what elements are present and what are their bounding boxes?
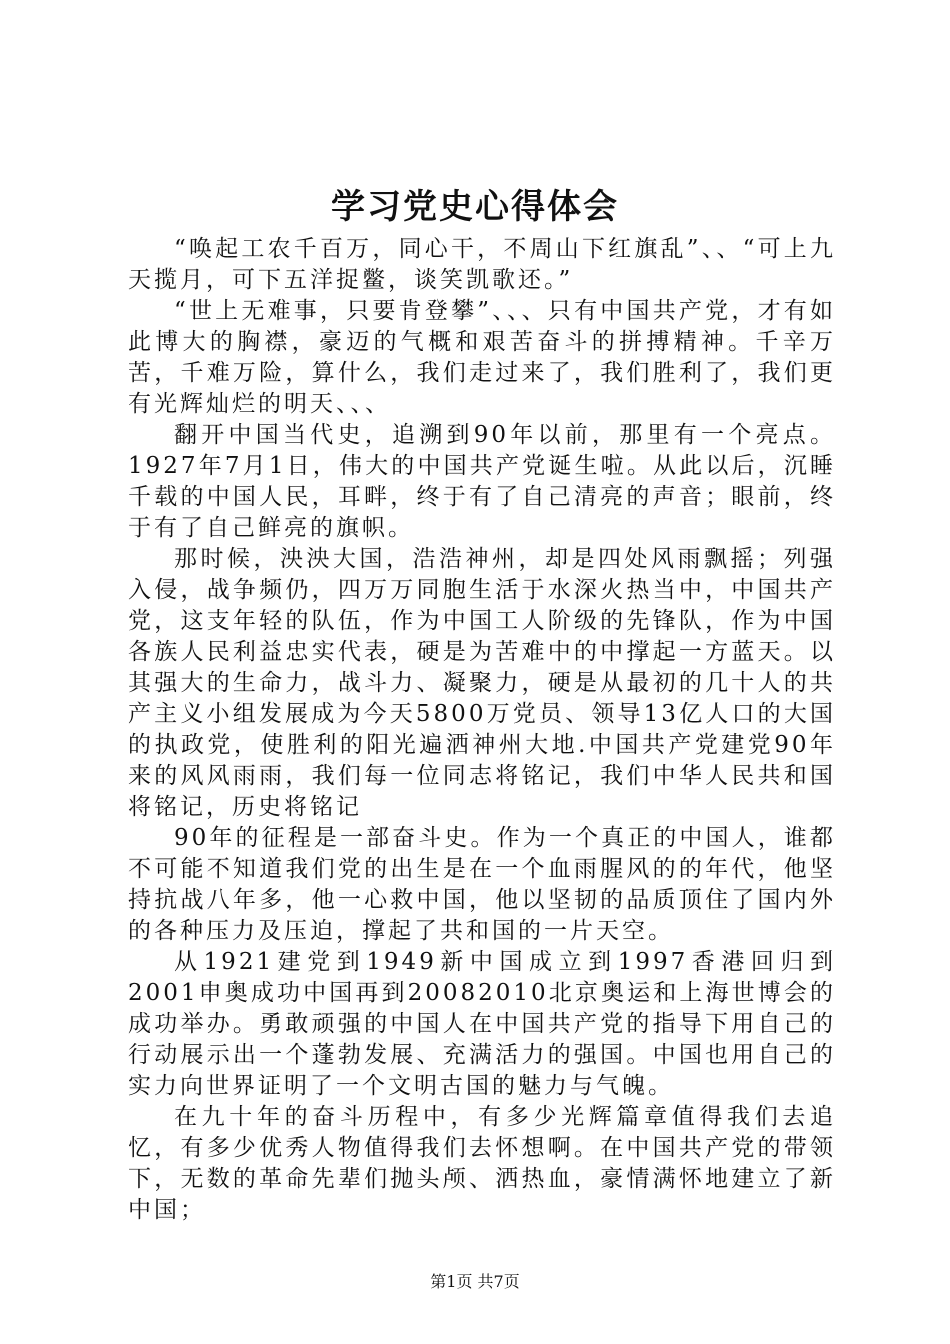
paragraph: “世上无难事，只要肯登攀”、、、只有中国共产党，才有如此博大的胸襟，豪迈的气概和艰苦奋斗的拼搏精神。千辛万苦，千难万险，算什么，我们走过来了，我们胜利了，我们更有光辉灿烂的明天、、、 [128,298,836,417]
paragraph: 翻开中国当代史，追溯到90年以前，那里有一个亮点。1927年7月1日，伟大的中国共产党诞生啦。从此以后，沉睡千载的中国人民，耳畔，终于有了自己清亮的声音；眼前，终于有了自己鲜亮的旗帜。 [128,422,836,541]
page-number-footer: 第1页 共7页 [430,1272,520,1291]
paragraph: 90年的征程是一部奋斗史。作为一个真正的中国人，谁都不可能不知道我们党的出生是在一个血雨腥风的的年代，他坚持抗战八年多，他一心救中国，他以坚韧的品质顶住了国内外的各种压力及压迫，撑起了共和国的一片天空。 [128,825,836,944]
paragraph: 那时候，泱泱大国，浩浩神州，却是四处风雨飘摇；列强入侵，战争频仍，四万万同胞生活于水深火热当中，中国共产党，这支年轻的队伍，作为中国工人阶级的先锋队，作为中国各族人民利益忠实代表，硬是为苦难中的中撑起一方蓝天。以其强大的生命力，战斗力、凝聚力，硬是从最初的几十人的共产主义小组发展成为今天5800万党员、领导13亿人口的大国的执政党，使胜利的阳光遍洒神州大地.中国共产党建党90年来的风风雨雨，我们每一位同志将铭记，我们中华人民共和国将铭记，历史将铭记 [128,546,836,820]
paragraph: “唤起工农千百万，同心干，不周山下红旗乱”、、“可上九天揽月，可下五洋捉鳖，谈笑凯歌还。” [128,236,836,293]
paragraph: 在九十年的奋斗历程中，有多少光辉篇章值得我们去追忆，有多少优秀人物值得我们去怀想啊。在中国共产党的带领下，无数的革命先辈们抛头颅、洒热血，豪情满怀地建立了新中国； [128,1104,836,1223]
paragraph: 从1921建党到1949新中国成立到1997香港回归到2001申奥成功中国再到20082010北京奥运和上海世博会的成功举办。勇敢顽强的中国人在中国共产党的指导下用自己的行动展示出一个蓬勃发展、充满活力的强国。中国也用自己的实力向世界证明了一个文明古国的魅力与气魄。 [128,949,836,1099]
document-title: 学习党史心得体会 [331,187,619,227]
document-body [128,234,836,1226]
